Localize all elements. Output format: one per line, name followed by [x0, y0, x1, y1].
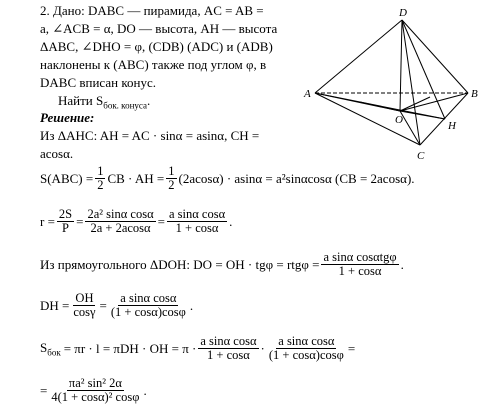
- s2-frac-2: $\frac{1}{2}$: [168, 164, 175, 192]
- s3-lhs: r =: [40, 213, 55, 229]
- problem-line-4: наклонены к (ABC) также под углом φ, в: [40, 57, 267, 72]
- line-OH: [400, 111, 445, 119]
- s3-frac-1: $\frac{2S}{P}$: [58, 207, 73, 235]
- problem-line-2: a, ∠ACB = α, DO — высота, AH — высота: [40, 21, 278, 36]
- s2-rest: (2acosα) · asinα = a²sinαcosα (CB = 2acosα).: [178, 170, 415, 186]
- s5-frac-2: $\frac{\text{a sinα cosα}}{(1 + \cos\alpha)\cos\varphi}$: [110, 291, 186, 319]
- find-end: .: [147, 93, 151, 108]
- problem-line-3: ΔABC, ∠DHO = φ, (CDB) (ADC) и (ADB): [40, 39, 273, 54]
- label-O: O: [395, 114, 403, 126]
- s6-frac-1: $\frac{\text{a sinα cosα}}{1 + \cos\alpha}$: [200, 334, 257, 362]
- step5-equation: [40, 292, 193, 319]
- label-A: A: [304, 88, 311, 100]
- label-C: C: [417, 150, 425, 162]
- step1-line-a: Из ΔAHC: AH = AC · sinα = asinα, CH =: [40, 128, 260, 143]
- s5-frac-1: $\frac{OH}{\cos\gamma}$: [73, 291, 96, 319]
- s6-lhs: $S_{бок}$: [40, 339, 61, 358]
- step7-equation: [40, 377, 147, 404]
- label-H: H: [448, 120, 456, 132]
- label-B: B: [471, 88, 478, 100]
- find-text: Найти S: [58, 93, 104, 108]
- problem-line-1: 2. Дано: DABC — пирамида, AC = AB =: [40, 3, 264, 18]
- label-D: D: [399, 7, 407, 19]
- edge-DA: [315, 20, 402, 93]
- s2-frac-1: $\frac{1}{2}$: [97, 164, 104, 192]
- s7-eq: =: [40, 382, 48, 398]
- line-O-AC: [360, 102, 400, 111]
- step2-equation: [40, 165, 415, 192]
- line-OB: [400, 93, 468, 111]
- s2-mid: CB · AH =: [107, 170, 165, 186]
- s3-eq1: =: [76, 213, 84, 229]
- s7-frac: $\frac{\text{πa² sin² 2α}}{\text{4(1 + cosα)² cosφ}}$: [51, 376, 140, 404]
- step6-equation: [40, 335, 355, 362]
- s6-eq: =: [347, 340, 356, 356]
- problem-line-5: DABC вписан конус.: [40, 75, 156, 90]
- s5-eq: =: [99, 297, 107, 313]
- s3-frac-3: $\frac{\text{a sinα cosα}}{1 + \cos\alpha}$: [168, 207, 226, 235]
- step1-line-b: acosα.: [40, 146, 74, 161]
- step4-equation: [40, 251, 404, 278]
- find-sub: бок. конуса: [103, 100, 148, 111]
- s5-end: .: [189, 297, 194, 313]
- step3-equation: [40, 208, 232, 235]
- s3-end: .: [229, 213, 233, 229]
- s3-eq2: =: [157, 213, 165, 229]
- s6-dot: ·: [260, 340, 265, 356]
- s4-frac: $\frac{\text{a sinα cosαtgφ}}{1 + \cos\alpha}$: [323, 250, 397, 278]
- s4-text: Из прямоугольного ΔDOH: DO = OH · tgφ = rtgφ =: [40, 256, 320, 272]
- edge-DB: [402, 20, 468, 93]
- solution-heading: Решение:: [40, 110, 95, 125]
- s7-end: .: [143, 382, 147, 398]
- edge-DC: [402, 20, 420, 145]
- height-DO: [400, 20, 402, 111]
- s4-end: .: [400, 256, 404, 272]
- line-DH: [402, 20, 445, 119]
- s5-lhs: DH =: [40, 297, 70, 313]
- s6-frac-2: $\frac{\text{a sinα cosα}}{(1 + \cos\alpha)\cos\varphi}$: [268, 334, 344, 362]
- s3-frac-2: $\frac{\text{2a² sinα cosα}}{2a + 2acos\alpha}$: [87, 207, 154, 235]
- pyramid-figure: [300, 5, 485, 165]
- s2-lhs: S(ABC) =: [40, 170, 94, 186]
- s6-mid: = πr · l = πDH · OH = π ·: [63, 340, 197, 356]
